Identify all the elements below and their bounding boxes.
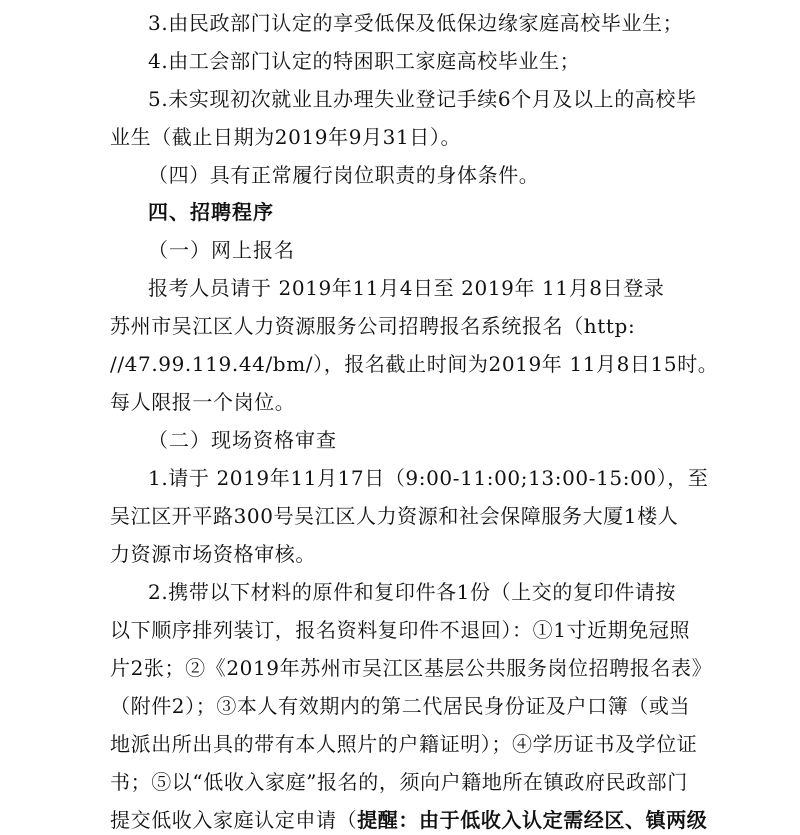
paragraph-text: 提交低收入家庭认定申请（ [110, 808, 358, 832]
paragraph-line: 1.请于 2019年11月17日（9:00-11:00;13:00-15:00），至 [148, 466, 709, 490]
paragraph-line: //47.99.119.44/bm/），报名截止时间为2019年 11月8日15时。 [110, 352, 719, 376]
paragraph-line: 4.由工会部门认定的特困职工家庭高校毕业生； [148, 49, 581, 73]
paragraph-line: 吴江区开平路300号吴江区人力资源和社会保障服务大厦1楼人 [110, 504, 679, 528]
paragraph-line: （四）具有正常履行岗位职责的身体条件。 [148, 163, 540, 187]
paragraph-line: 每人限报一个岗位。 [110, 390, 296, 414]
reminder-text: 提醒：由于低收入认定需经区、镇两级 [357, 808, 708, 832]
paragraph-line: 以下顺序排列装订，报名资料复印件不退回）：①1寸近期免冠照 [110, 618, 691, 642]
subsection-heading: （二）现场资格审查 [148, 428, 337, 452]
paragraph-line: （附件2）；③本人有效期内的第二代居民身份证及户口簿（或当 [110, 694, 691, 718]
paragraph-line: 业生（截止日期为2019年9月31日）。 [110, 125, 462, 149]
paragraph-line: 2.携带以下材料的原件和复印件各1份（上交的复印件请按 [148, 580, 677, 604]
paragraph-line: 苏州市吴江区人力资源服务公司招聘报名系统报名（http: [110, 314, 636, 338]
paragraph-line: 报考人员请于 2019年11月4日至 2019年 11月8日登录 [148, 276, 665, 300]
paragraph-line: 书；⑤以“低收入家庭”报名的，须向户籍地所在镇政府民政部门 [110, 770, 688, 794]
paragraph-line [110, 805, 707, 835]
subsection-heading: （一）网上报名 [148, 238, 295, 262]
paragraph-line: 5.未实现初次就业且办理失业登记手续6个月及以上的高校毕 [148, 87, 697, 111]
paragraph-line: 地派出所出具的带有本人照片的户籍证明）；④学历证书及学位证 [110, 732, 698, 756]
paragraph-line: 力资源市场资格审核。 [110, 542, 316, 566]
paragraph-line: 3.由民政部门认定的享受低保及低保边缘家庭高校毕业生； [148, 11, 684, 35]
section-heading: 四、招聘程序 [148, 200, 274, 224]
paragraph-line: 片2张；②《2019年苏州市吴江区基层公共服务岗位招聘报名表》 [110, 656, 713, 680]
